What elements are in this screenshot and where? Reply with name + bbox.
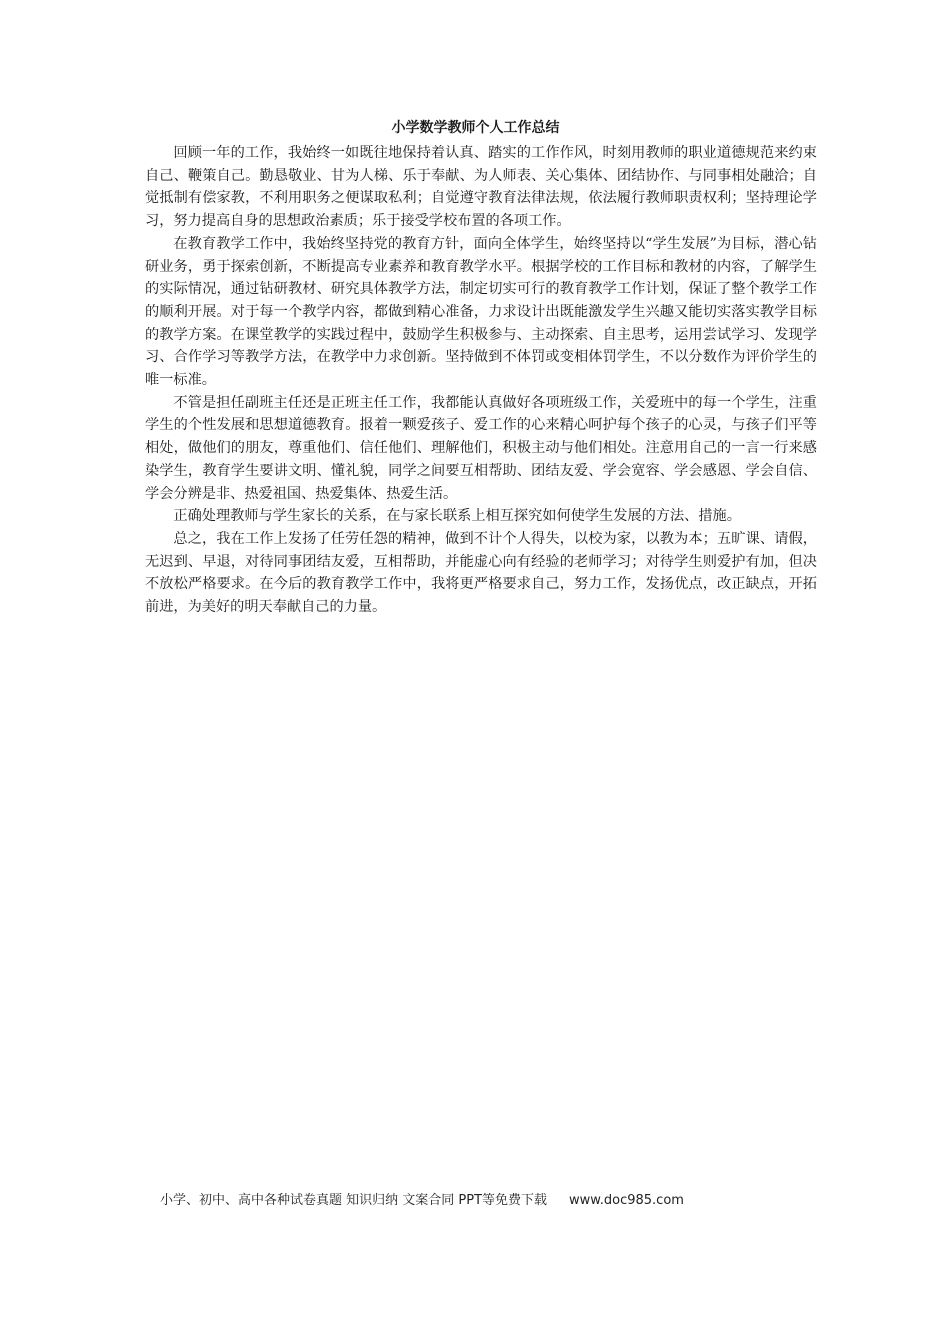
paragraph-3: 不管是担任副班主任还是正班主任工作，我都能认真做好各项班级工作，关爱班中的每一个学生，注重学生的个性发展和思想道德教育。报着一颗爱孩子、爱工作的心来精心呵护每个孩子的心灵，与孩子们平等相处，做他们的朋友，尊重他们、信任他们、理解他们，积极主动与他们相处。注意用自己的一言一行来感染学生，教育学生要讲文明、懂礼貌，同学之间要互相帮助、团结友爱、学会宽容、学会感恩、学会自信、学会分辨是非、热爱祖国、热爱集体、热爱生活。: [145, 394, 817, 502]
document-title: 小学数学教师个人工作总结: [391, 120, 560, 136]
footer-url-link[interactable]: www.doc985.com: [569, 1193, 684, 1208]
paragraph-5: 总之，我在工作上发扬了任劳任怨的精神，做到不计个人得失，以校为家，以教为本；五旷课、请假，无迟到、早退，对待同事团结友爱，互相帮助，并能虚心向有经验的老师学习；对待学生则爱护有加，但决不放松严格要求。在今后的教育教学工作中，我将更严格要求自己，努力工作，发扬优点，改正缺点，开拓前进，为美好的明天奉献自己的力量。: [145, 530, 817, 616]
paragraph-2: 在教育教学工作中，我始终坚持党的教育方针，面向全体学生，始终坚持以“学生发展”为目标，潜心钻研业务，勇于探索创新，不断提高专业素养和教育教学水平。根据学校的工作目标和教材的内容，了解学生的实际情况，通过钻研教材、研究具体教学方法，制定切实可行的教育教学工作计划，保证了整个教学工作的顺利开展。对于每一个教学内容，都做到精心准备，力求设计出既能激发学生兴趣又能切实落实教学目标的教学方案。在课堂教学的实践过程中，鼓励学生积极参与、主动探索、自主思考，运用尝试学习、发现学习、合作学习等教学方法，在教学中力求创新。坚持做到不体罚或变相体罚学生，不以分数作为评价学生的唯一标准。: [145, 235, 817, 389]
paragraph-1: 回顾一年的工作，我始终一如既往地保持着认真、踏实的工作作风，时刻用教师的职业道德规范来约束自己、鞭策自己。勤恳敬业、甘为人梯、乐于奉献、为人师表、关心集体、团结协作、与同事相处融洽；自觉抵制有偿家教，不利用职务之便谋取私利；自觉遵守教育法律法规，依法履行教师职责权利；坚持理论学习，努力提高自身的思想政治素质；乐于接受学校布置的各项工作。: [145, 145, 817, 230]
paragraph-4: 正确处理教师与学生家长的关系，在与家长联系上相互探究如何使学生发展的方法、措施。: [173, 508, 741, 525]
page-footer: [160, 1191, 800, 1211]
document-body: [145, 142, 817, 619]
footer-text: 小学、初中、高中各种试卷真题 知识归纳 文案合同 PPT等免费下载: [160, 1193, 548, 1208]
